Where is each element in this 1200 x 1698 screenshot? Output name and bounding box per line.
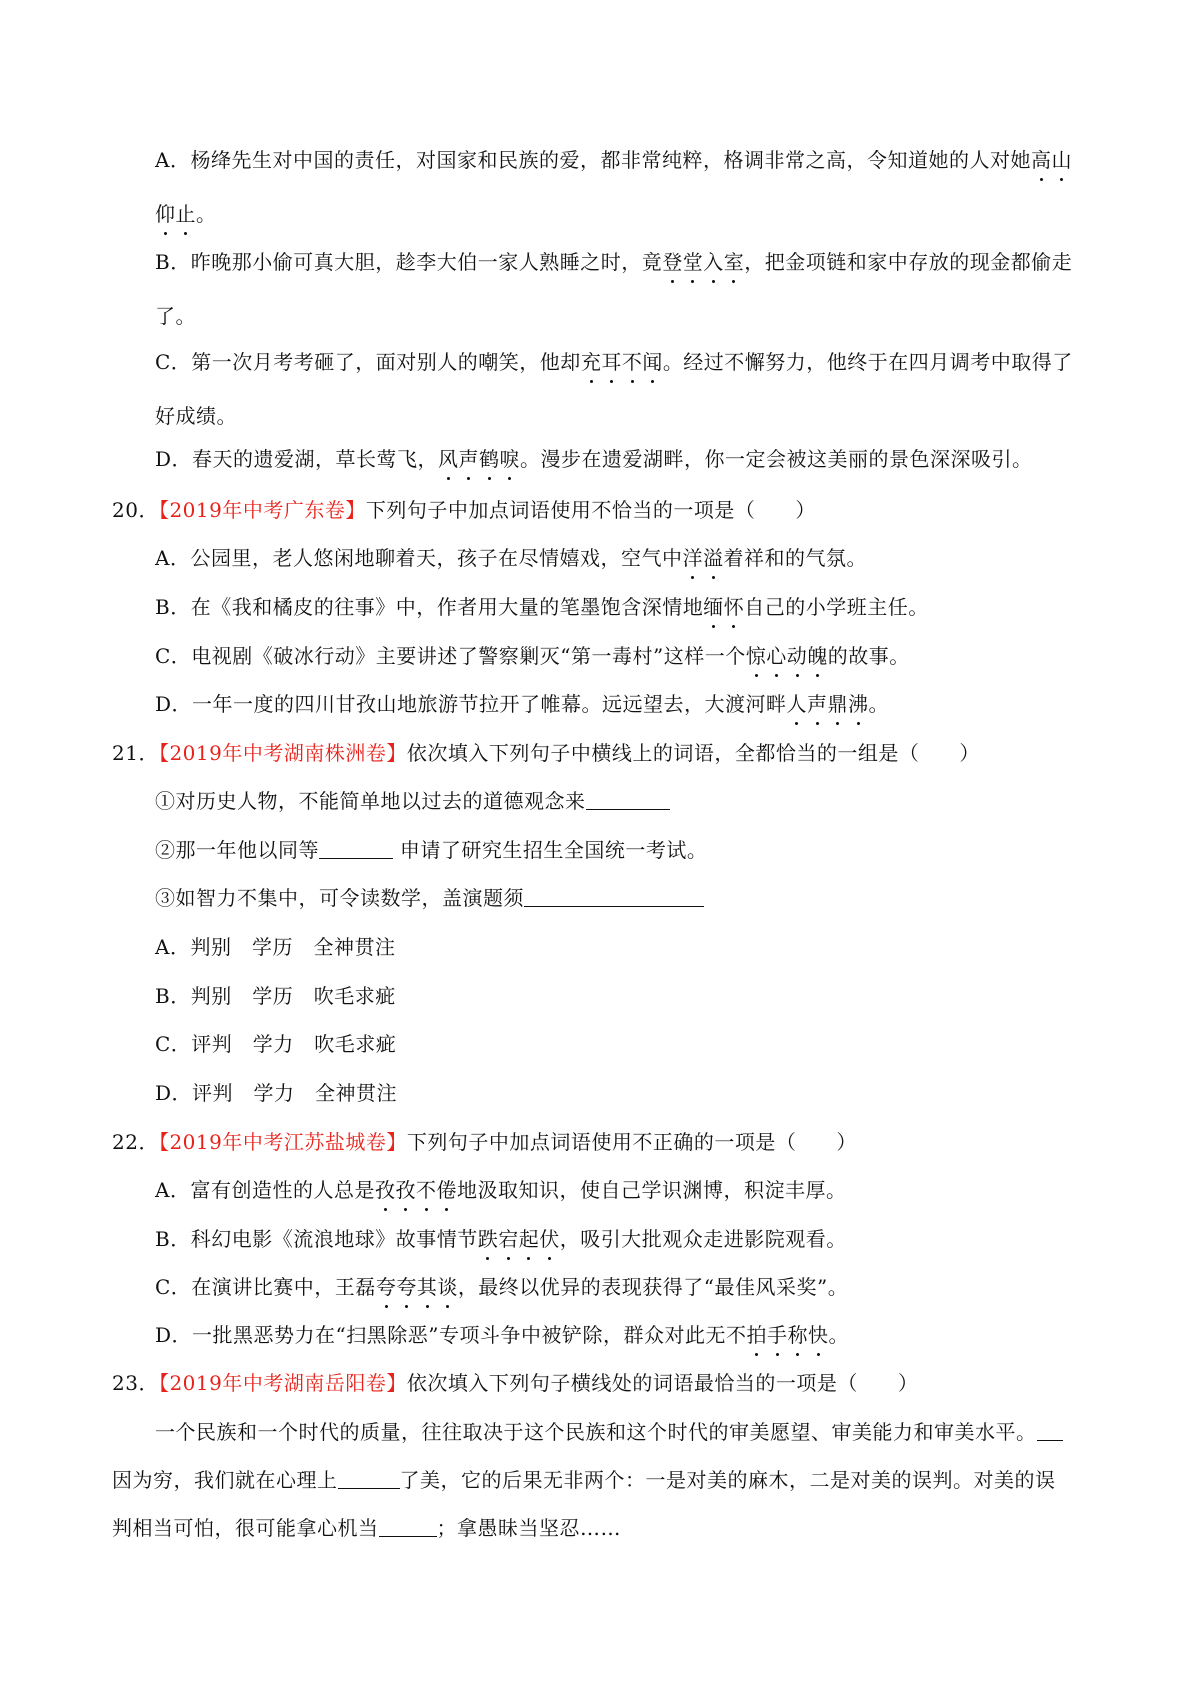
dotted-char: 风 <box>438 447 459 471</box>
dotted-char: 夸 <box>396 1275 417 1299</box>
q21-sentence-2: ②那一年他以同等 申请了研究生招生全国统一考试。 <box>155 838 708 862</box>
q21-option-b: B．判别 学历 吹毛求疵 <box>155 984 396 1008</box>
dotted-char: 孜 <box>374 1178 396 1202</box>
dotted-char: 人 <box>786 692 808 716</box>
q20-stem: 20．【2019年中考广东卷】下列句子中加点词语使用不恰当的一项是（ ） <box>112 498 816 522</box>
dotted-char: 夸 <box>375 1275 397 1299</box>
q20-option-c: C．电视剧《破冰行动》主要讲述了警察剿灭“第一毒村”这样一个惊心动魄的故事。 <box>155 644 910 668</box>
dotted-char: 惊 <box>745 644 767 668</box>
q19-option-c-line1: C．第一次月考考砸了，面对别人的嘲笑，他却充耳不闻。经过不懈努力，他终于在四月调考中取得了 <box>155 350 1073 374</box>
question-source: 【2019年中考湖南株洲卷】 <box>158 741 407 765</box>
dotted-char: 室 <box>723 250 745 274</box>
dotted-char: 止 <box>175 202 196 226</box>
dotted-char: 山 <box>1051 148 1072 172</box>
q20-option-a: A．公园里，老人悠闲地聊着天，孩子在尽情嬉戏，空气中洋溢着祥和的气氛。 <box>155 546 867 570</box>
dotted-char: 鹤 <box>479 447 500 471</box>
fill-blank <box>524 886 704 907</box>
q20-option-d: D．一年一度的四川甘孜山地旅游节拉开了帷幕。远远望去，大渡河畔人声鼎沸。 <box>155 692 890 716</box>
dotted-char: 孜 <box>395 1178 416 1202</box>
q22-option-c: C．在演讲比赛中，王磊夸夸其谈，最终以优异的表现获得了“最佳风采奖”。 <box>155 1275 849 1299</box>
dotted-char: 闻 <box>642 350 663 374</box>
q21-option-c: C．评判 学力 吹毛求疵 <box>155 1032 397 1056</box>
dotted-char: 声 <box>458 447 480 471</box>
dotted-char: 倦 <box>436 1178 457 1202</box>
q22-option-d: D．一批黑恶势力在“扫黑除恶”专项斗争中被铲除，群众对此无不拍手称快。 <box>155 1323 849 1347</box>
fill-blank <box>379 1516 437 1537</box>
q21-sentence-3: ③如智力不集中，可令读数学，盖演题须 <box>155 884 704 912</box>
q19-option-b-line1: B．昨晚那小偷可真大胆，趁李大伯一家人熟睡之时，竟登堂入室，把金项链和家中存放的现金都偷走 <box>155 250 1073 274</box>
q21-option-a: A．判别 学历 全神贯注 <box>155 935 396 959</box>
dotted-char: 入 <box>703 250 724 274</box>
q19-option-d: D．春天的遗爱湖，草长莺飞，风声鹤唳。漫步在遗爱湖畔，你一定会被这美丽的景色深深吸引。 <box>155 447 1033 471</box>
dotted-char: 手 <box>766 1323 788 1347</box>
dotted-char: 声 <box>807 692 828 716</box>
fill-blank <box>586 789 670 810</box>
dotted-char: 缅 <box>703 595 724 619</box>
q21-option-d: D．评判 学力 全神贯注 <box>155 1081 398 1105</box>
q20-option-b: B．在《我和橘皮的往事》中，作者用大量的笔墨饱含深情地缅怀自己的小学班主任。 <box>155 595 929 619</box>
q19-option-a-line2: 仰止。 <box>155 202 217 226</box>
dotted-char: 伏 <box>539 1227 560 1251</box>
dotted-char: 不 <box>621 350 643 374</box>
dotted-char: 起 <box>518 1227 540 1251</box>
q23-passage-line1: 一个民族和一个时代的质量，往往取决于这个民族和这个时代的审美愿望、审美能力和审美水平。 <box>155 1418 1063 1446</box>
dotted-char: 仰 <box>155 202 176 226</box>
dotted-char: 称 <box>787 1323 808 1347</box>
dotted-char: 唳 <box>499 447 521 471</box>
dotted-char: 魄 <box>807 644 828 668</box>
q22-stem: 22．【2019年中考江苏盐城卷】下列句子中加点词语使用不正确的一项是（ ） <box>112 1130 857 1154</box>
q19-option-a-line1: A．杨绛先生对中国的责任，对国家和民族的爱，都非常纯粹，格调非常之高，令知道她的人对她高山 <box>155 148 1072 172</box>
q21-sentence-1: ①对历史人物，不能简单地以过去的道德观念来 <box>155 787 670 815</box>
dotted-char: 拍 <box>746 1323 767 1347</box>
question-source: 【2019年中考江苏盐城卷】 <box>158 1130 407 1154</box>
question-source: 【2019年中考湖南岳阳卷】 <box>158 1371 407 1395</box>
dotted-char: 登 <box>662 250 683 274</box>
dotted-char: 充 <box>580 350 602 374</box>
q22-option-a: A．富有创造性的人总是孜孜不倦地汲取知识，使自己学识渊博，积淀丰厚。 <box>155 1178 847 1202</box>
dotted-char: 心 <box>766 644 787 668</box>
fill-blank <box>338 1468 400 1489</box>
question-source: 【2019年中考广东卷】 <box>158 498 366 522</box>
dotted-char: 溢 <box>702 546 724 570</box>
dotted-char: 谈 <box>437 1275 458 1299</box>
dotted-char: 沸 <box>848 692 869 716</box>
q19-option-b-line2: 了。 <box>155 304 196 328</box>
q23-passage-line2: 因为穷，我们就在心理上 了美，它的后果无非两个：一是对美的麻木，二是对美的误判。对美的误 <box>112 1468 1056 1492</box>
q19-option-c-line2: 好成绩。 <box>155 404 237 428</box>
dotted-char: 不 <box>415 1178 437 1202</box>
dotted-char: 怀 <box>723 595 745 619</box>
q23-passage-line3: 判相当可怕，很可能拿心机当 ；拿愚昧当坚忍…… <box>112 1516 621 1540</box>
dotted-char: 堂 <box>682 250 704 274</box>
dotted-char: 高 <box>1030 148 1052 172</box>
dotted-char: 动 <box>786 644 808 668</box>
q21-stem: 21．【2019年中考湖南株洲卷】依次填入下列句子中横线上的词语，全都恰当的一组是（ ） <box>112 741 980 765</box>
dotted-char: 耳 <box>601 350 622 374</box>
q23-stem: 23．【2019年中考湖南岳阳卷】依次填入下列句子横线处的词语最恰当的一项是（ ） <box>112 1371 919 1395</box>
dotted-char: 跌 <box>477 1227 499 1251</box>
dotted-char: 鼎 <box>827 692 849 716</box>
fill-blank <box>319 838 393 859</box>
dotted-char: 宕 <box>498 1227 519 1251</box>
dotted-char: 快 <box>807 1323 829 1347</box>
q22-option-b: B．科幻电影《流浪地球》故事情节跌宕起伏，吸引大批观众走进影院观看。 <box>155 1227 847 1251</box>
dotted-char: 其 <box>416 1275 438 1299</box>
fill-blank <box>1037 1420 1063 1441</box>
dotted-char: 洋 <box>682 546 703 570</box>
